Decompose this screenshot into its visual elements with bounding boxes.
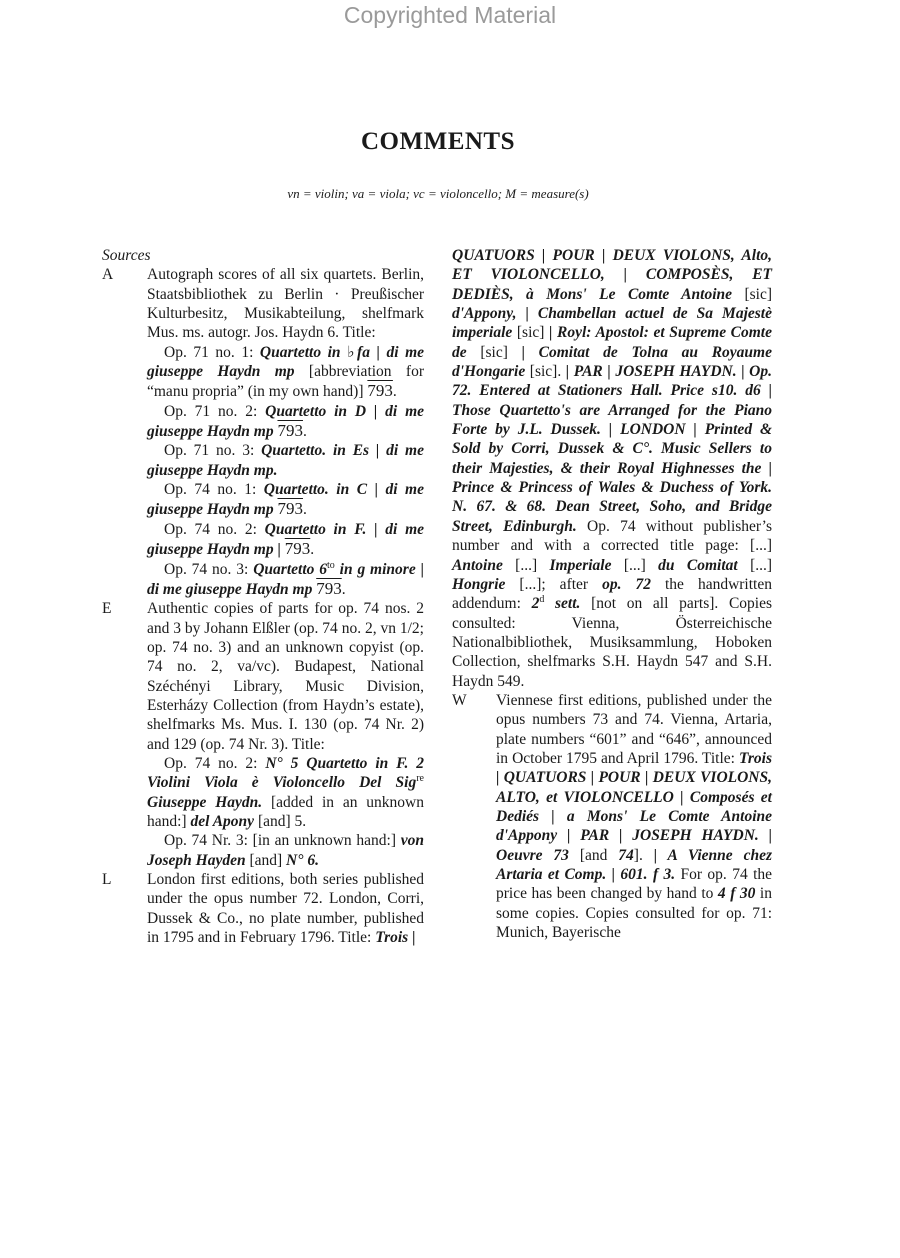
- siglum-w: W: [452, 691, 467, 709]
- siglum-e: E: [102, 600, 112, 618]
- source-w-text: Viennese first editions, published under the opus numbers 73 and 74. Vienna, Artaria, plate numbers “601” and “646”, announced in October 1795 and April 1796. Title: Trois | QUATUORS | POUR | DEUX VIOLONS, ALTO, et VIOLONCELLO | Composés et Dediés | a Mons' Le Comte Antoine d'Appony | PAR | JOSEPH HAYDN. | Oeuvre 73 [and 74]. | A Vienne chez Artaria et Comp. | 601. f 3. For op. 74 the price has been changed by hand to 4 f 30 in some copies. Copies consulted for op. 71: Munich, Bayerische: [496, 691, 773, 942]
- source-e-intro: Authentic copies of parts for op. 74 nos. 2 and 3 by Johann Elßler (op. 74 no. 2, vn 1/2; op. 74 no. 3) and an unknown copyist (op. 74 no. 2, va/vc). Budapest, National Széchényi Library, Music Division, Esterházy Collection (from Haydn’s estate), shelfmarks Ms. Mus. I. 130 (op. 74 Nr. 2) and 129 (op. 74 Nr. 3). Title:: [147, 600, 424, 753]
- watermark: Copyrighted Material: [343, 2, 557, 28]
- source-a: [102, 265, 424, 599]
- source-l-intro: London first editions, both series published under the opus number 72. London, Corri, Dussek & Co., no plate number, published in 1795 and in February 1796. Title: Trois |: [147, 871, 424, 947]
- abbreviations-line: vn = violin; va = viola; vc = violoncello; M = measure(s): [287, 186, 589, 201]
- source-a-entry-4: Op. 74 no. 1: Quartetto. in C | di me giuseppe Haydn mp 793.: [147, 481, 424, 519]
- source-l-continued: QUATUORS | POUR | DEUX VIOLONS, Alto, ET VIOLONCELLO, | COMPOSÈS, ET DEDIÈS, à Mons' Le Comte Antoine [sic] d'Appony, | Chambellan actuel de Sa Majestè imperiale [sic] | Royl: Apostol: et Supreme Comte de [sic] | Comitat de Tolna au Royaume d'Hongarie [sic]. | PAR | JOSEPH HAYDN. | Op. 72. Entered at Stationers Hall. Price s10. d6 | Those Quartetto's are Arranged for the Piano Forte by J.L. Dussek. | LONDON | Printed & Sold by Corri, Dussek & C°. Music Sellers to their Majesties, & their Royal Highnesses the | Prince & Princess of Wales & Duchess of York. N. 67. & 68. Dean Street, Soho, and Bridge Street, Edinburgh. Op. 74 without publisher’s number and with a corrected title page: [...] Antoine [...] Imperiale [...] du Comitat [...] Hongrie [...]; after op. 72 the handwritten addendum: 2$^d$ sett. [not on all parts]. Copies consulted: Vienna, Österreichische Nationalbibliothek, Musiksammlung, Hoboken Collection, shelfmarks S.H. Haydn 547 and S.H. Haydn 549.: [452, 247, 773, 690]
- siglum-a: A: [102, 266, 114, 284]
- source-a-entry-5: Op. 74 no. 2: Quartetto in F. | di me giuseppe Haydn mp | 793.: [147, 520, 425, 559]
- source-a-entry-2: Op. 71 no. 2: Quartetto in D | di me giuseppe Haydn mp 793.: [147, 402, 425, 441]
- left-column: [102, 246, 424, 947]
- source-a-intro: Autograph scores of all six quartets. Berlin, Staatsbibliothek zu Berlin · Preußischer Kulturbesitz, Musikabteilung, shelfmark Mus. ms. autogr. Jos. Haydn 6. Title:: [147, 266, 424, 342]
- siglum-l: L: [102, 871, 112, 888]
- source-l: [102, 870, 424, 947]
- source-a-entry-3: Op. 71 no. 3: Quartetto. in Es | di me giuseppe Haydn mp.: [147, 442, 424, 479]
- sources-heading: Sources: [102, 247, 151, 264]
- source-e-entry-2: Op. 74 Nr. 3: [in an unknown hand:] von Joseph Hayden [and] N° 6.: [147, 832, 424, 869]
- source-a-entry-1: Op. 71 no. 1: Quartetto in ♭fa | di me giuseppe Haydn mp [abbreviation for “manu propria” (in my own hand)] 793.: [147, 343, 424, 401]
- page-title: COMMENTS: [361, 128, 515, 155]
- source-e: [102, 599, 424, 870]
- source-e-entry-1: Op. 74 no. 2: N° 5 Quartetto in F. 2 Violini Viola è Violoncello Del Sig$^{re}$ Giuseppe Haydn. [added in an unknown hand:] del Apony [and] 5.: [147, 754, 425, 830]
- source-a-entry-6: Op. 74 no. 3: Quartetto $6^{to}$ in g minore | di me giuseppe Haydn mp 793.: [147, 559, 424, 598]
- source-w: [452, 691, 772, 942]
- right-column: [452, 246, 772, 942]
